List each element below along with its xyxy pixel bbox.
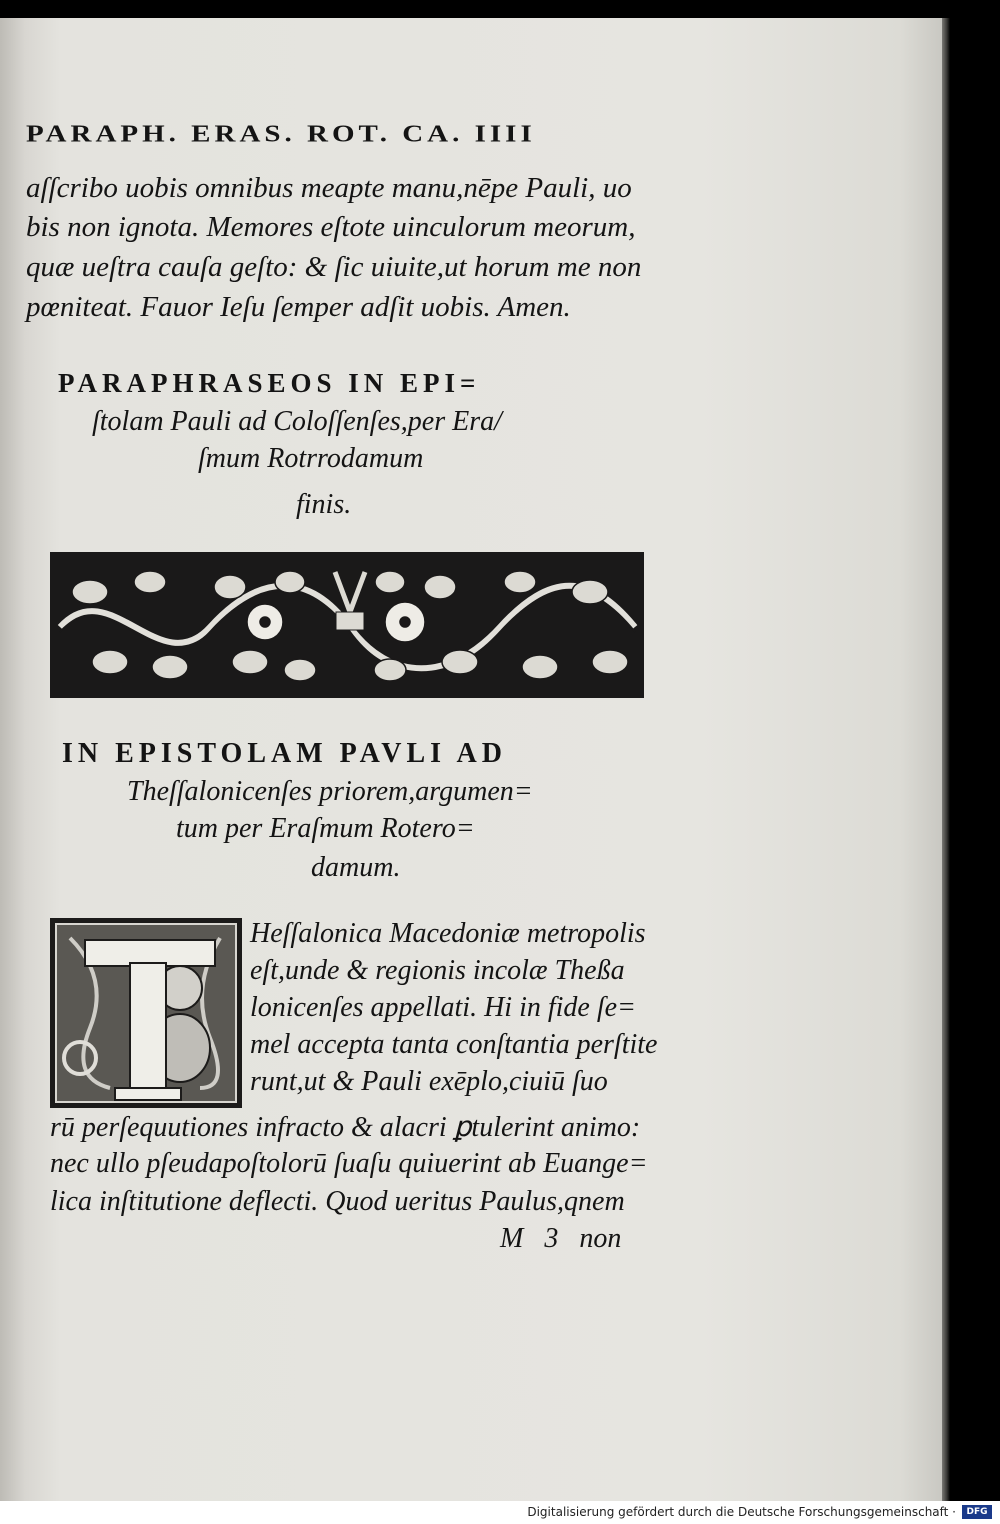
decorated-initial-T — [50, 918, 242, 1108]
page-edge — [942, 18, 950, 1501]
footer-credit: Digitalisierung gefördert durch die Deutsche Forschungsgemeinschaft · — [527, 1505, 956, 1519]
intro-line-4: pœniteat. Fauor Ieſu ſemper adſit uobis. Amen. — [26, 291, 571, 323]
body-line-5: runt,ut & Pauli exēplo,ciuiū ſuo — [250, 1066, 608, 1097]
title-line-3: tum per Eraſmum Rotero= — [176, 813, 475, 844]
title-line-4: damum. — [311, 852, 401, 883]
signature-mark: M 3 non — [500, 1223, 622, 1254]
title-line-1: IN EPISTOLAM PAVLI AD — [62, 738, 507, 769]
initial-letter-graphic — [50, 918, 242, 1108]
body-line-8: lica inſtitutione deflecti. Quod ueritus Paulus,qnem — [50, 1186, 625, 1217]
intro-line-2: bis non ignota. Memores eſtote uinculorum meorum, — [26, 211, 636, 243]
intro-line-1: aſſcribo uobis omnibus meapte manu,nēpe Pauli, uo — [26, 172, 632, 204]
colophon-line-4: finis. — [296, 489, 352, 520]
body-line-6: rū perſequutiones infracto & alacri ꝑtulerint animo: — [50, 1112, 641, 1143]
dfg-logo: DFG — [962, 1505, 992, 1519]
body-line-1: Heſſalonica Macedoniæ metropolis — [250, 918, 646, 949]
body-line-7: nec ullo pſeudapoſtolorū ſuaſu quiuerint ab Euange= — [50, 1148, 648, 1179]
body-line-4: mel accepta tanta conſtantia perſtite — [250, 1029, 658, 1060]
body-line-2: eſt,unde & regionis incolæ Theßa — [250, 955, 625, 986]
colophon-line-1: PARAPHRASEOS IN EPI= — [58, 368, 481, 398]
title-line-2: Theſſalonicenſes priorem,argumen= — [127, 776, 533, 807]
colophon-line-2: ſtolam Pauli ad Coloſſenſes,per Era/ — [92, 406, 502, 437]
vine-ornament-graphic — [50, 552, 644, 698]
running-header: PARAPH. ERAS. ROT. CA. IIII — [26, 120, 536, 148]
body-line-3: lonicenſes appellati. Hi in fide ſe= — [250, 992, 636, 1023]
intro-line-3: quæ ueſtra cauſa geſto: & ſic uiuite,ut horum me non — [26, 251, 642, 283]
woodcut-ornament-band — [50, 552, 644, 698]
colophon-line-3: ſmum Rotrrodamum — [198, 443, 424, 474]
